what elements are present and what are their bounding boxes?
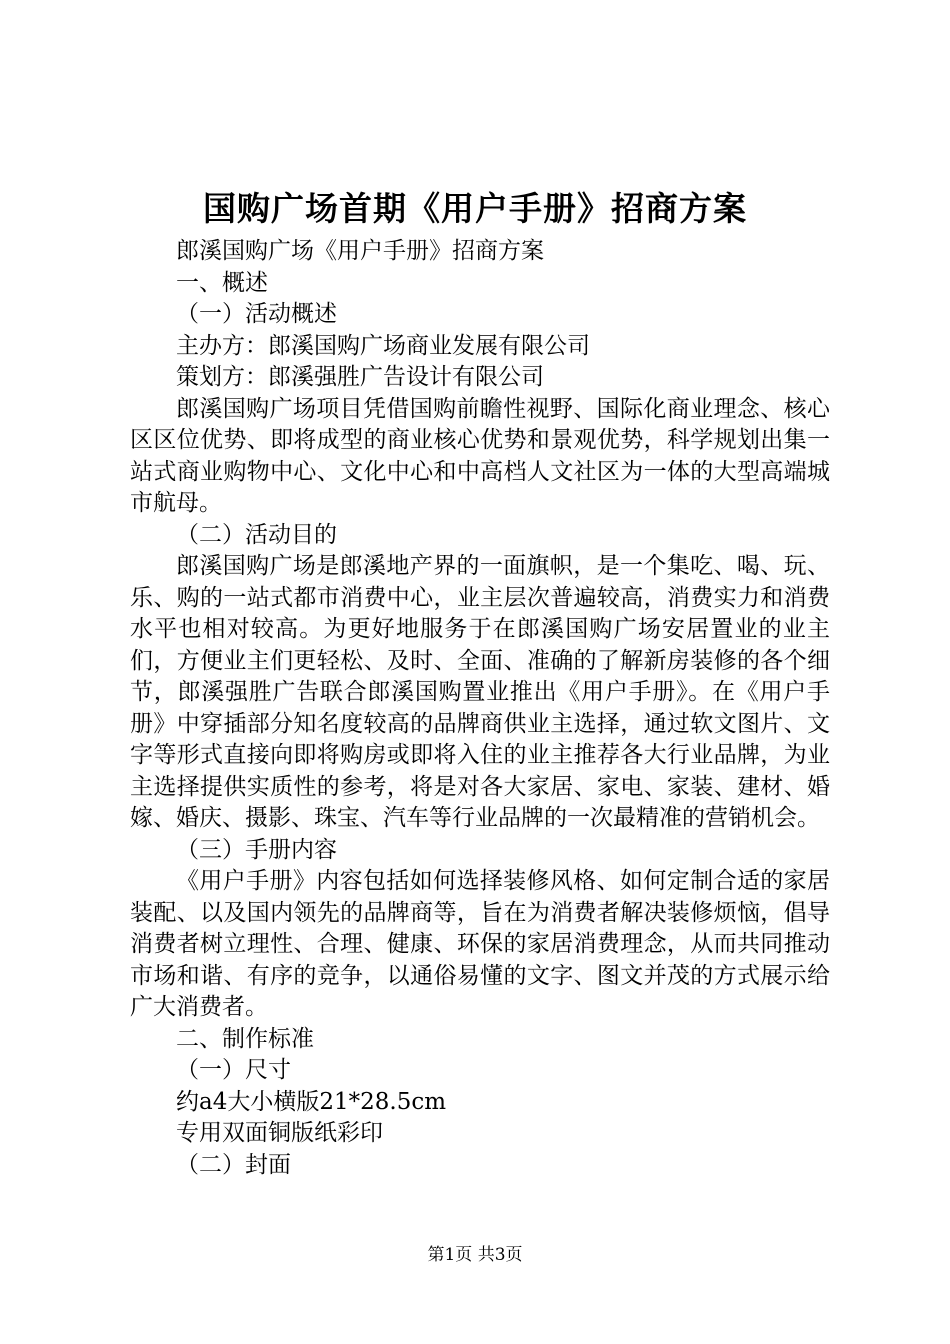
size-line: 约a4大小横版21*28.5cm: [176, 1088, 447, 1115]
document-subtitle: 郎溪国购广场《用户手册》招商方案: [176, 238, 544, 264]
overview-paragraph: 郎溪国购广场项目凭借国购前瞻性视野、国际化商业理念、核心区区位优势、即将成型的商业核心优势和景观优势，科学规划出集一站式商业购物中心、文化中心和中高档人文社区为一体的大型高端城市航母。: [130, 395, 830, 516]
document-body: [130, 236, 830, 1181]
purpose-paragraph: 郎溪国购广场是郎溪地产界的一面旗帜，是一个集吃、喝、玩、乐、购的一站式都市消费中心，业主层次普遍较高，消费实力和消费水平也相对较高。为更好地服务于在郎溪国购广场安居置业的业主们，方便业主们更轻松、及时、全面、准确的了解新房装修的各个细节，郎溪强胜广告联合郎溪国购置业推出《用户手册》。在《用户手册》中穿插部分知名度较高的品牌商供业主选择，通过软文图片、文字等形式直接向即将购房或即将入住的业主推荐各大行业品牌，为业主选择提供实质性的参考，将是对各大家居、家电、家装、建材、婚嫁、婚庆、摄影、珠宝、汽车等行业品牌的一次最精准的营销机会。: [130, 553, 830, 831]
section2-sub2-heading: （二）封面: [176, 1151, 291, 1178]
section1-heading: 一、概述: [176, 269, 268, 296]
organizer-line: 主办方：郎溪国购广场商业发展有限公司: [176, 332, 590, 359]
section2-heading: 二、制作标准: [176, 1025, 314, 1052]
content-paragraph: 《用户手册》内容包括如何选择装修风格、如何定制合适的家居装配、以及国内领先的品牌商等，旨在为消费者解决装修烦恼，倡导消费者树立理性、合理、健康、环保的家居消费理念，从而共同推动市场和谐、有序的竞争，以通俗易懂的文字、图文并茂的方式展示给广大消费者。: [130, 868, 830, 1020]
section1-sub3-heading: （三）手册内容: [176, 836, 337, 863]
paper-line: 专用双面铜版纸彩印: [176, 1120, 383, 1146]
section1-sub2-heading: （二）活动目的: [176, 521, 337, 548]
section2-sub1-heading: （一）尺寸: [176, 1057, 291, 1083]
document-title: 国购广场首期《用户手册》招商方案: [203, 189, 747, 228]
planner-line: 策划方：郎溪强胜广告设计有限公司: [176, 364, 544, 390]
page-indicator: 第1页 共3页: [427, 1245, 523, 1265]
section1-sub1-heading: （一）活动概述: [176, 301, 337, 327]
